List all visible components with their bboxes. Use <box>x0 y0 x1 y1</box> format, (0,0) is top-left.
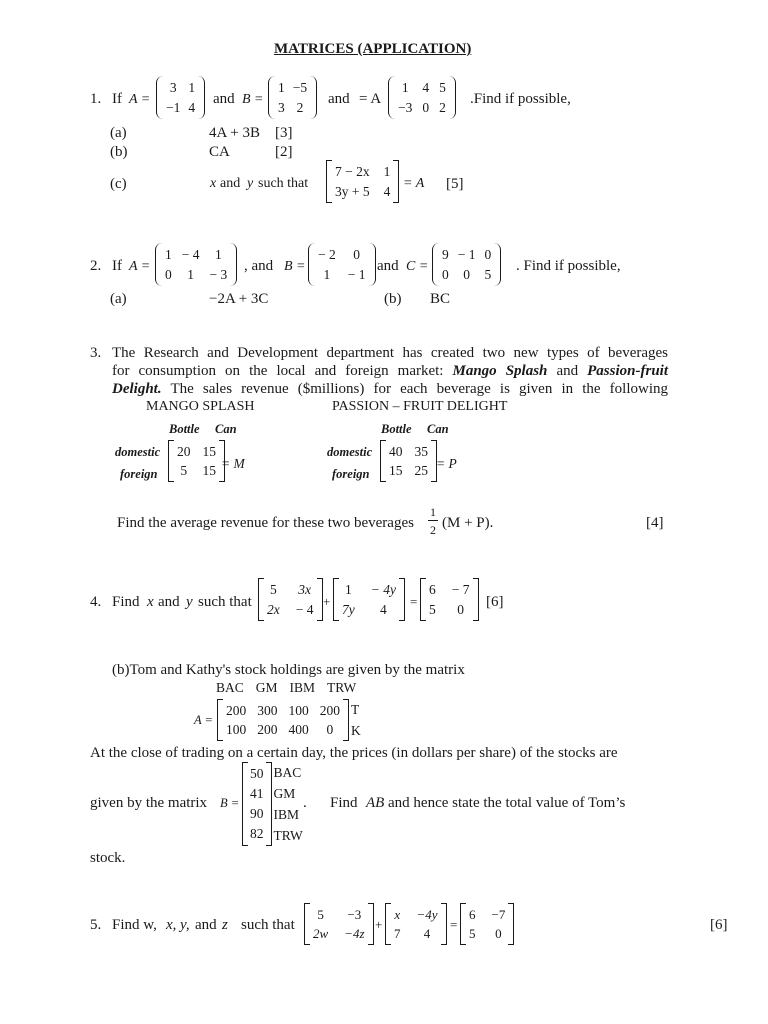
q3-p-col-bottle: Bottle <box>381 422 412 436</box>
q5-equals: = <box>450 917 458 932</box>
q5-matrix-2 <box>385 903 447 945</box>
q1-b-eq: B = <box>242 92 264 107</box>
matrix-cell: 2x <box>267 601 280 617</box>
matrix-cell: 100 <box>288 702 309 718</box>
matrix-cell: − 7 <box>451 582 470 597</box>
matrix-cell: 5 <box>484 266 492 282</box>
matrix-cell: 4 <box>423 926 431 941</box>
q3-line-3 <box>112 382 668 397</box>
q1-c-eq: = A <box>359 91 382 107</box>
q1-part-b-marks: [2] <box>275 144 293 160</box>
q5-matrix-1 <box>304 903 374 945</box>
matrix-cell: 5 <box>317 907 324 922</box>
q1-part-c-matrix <box>326 160 399 203</box>
q3-line-1: The Research and Development department has created two new types of beverages <box>112 345 668 361</box>
q2-number: 2. <box>90 258 102 274</box>
stock-header: BAC <box>216 680 244 695</box>
matrix-cell: 0 <box>326 721 334 737</box>
q4b-stock-text: stock. <box>90 850 126 866</box>
q3-p-eq: = P <box>436 456 457 471</box>
matrix-cell: 3 <box>278 99 285 115</box>
matrix-cell: 0 <box>495 926 502 941</box>
matrix-cell: − 4 <box>181 247 200 262</box>
q4b-matrix-a <box>217 699 361 741</box>
q1-part-c-marks: [5] <box>446 176 464 192</box>
matrix-cell: 1 <box>278 80 285 95</box>
matrix-cell: −3 <box>398 99 413 115</box>
q1-part-a-marks: [3] <box>275 125 293 141</box>
row-label-k: K <box>351 722 361 738</box>
q5-x: x, <box>166 917 177 933</box>
matrix-cell: 25 <box>414 462 428 478</box>
matrix-cell: 4 <box>383 183 391 199</box>
q3-fraction-bar <box>428 520 438 521</box>
matrix-cell: − 1 <box>457 247 476 262</box>
q3-passion-fruit: Passion-fruit <box>587 363 668 379</box>
q1-part-c-x: x <box>210 176 217 191</box>
matrix-cell: 2 <box>439 99 446 115</box>
q5-marks: [6] <box>710 917 728 933</box>
q3-m-eq: = M <box>221 456 245 471</box>
q1-and-1: and <box>213 91 235 107</box>
matrix-cell: 15 <box>202 462 216 478</box>
matrix-cell: − 4y <box>370 582 396 597</box>
q1-part-c-label: (c) <box>110 176 127 192</box>
matrix-cell: 4 <box>422 80 430 95</box>
q4b-given-text: given by the matrix <box>90 795 208 811</box>
matrix-cell: 82 <box>250 826 264 842</box>
matrix-cell: 0 <box>484 247 492 262</box>
matrix-cell: 200 <box>319 702 340 718</box>
matrix-cell: 1 <box>215 247 222 262</box>
price-label: TRW <box>273 827 303 843</box>
matrix-cell: 5 <box>180 462 188 478</box>
q1-number: 1. <box>90 91 102 107</box>
q3-m-col-can: Can <box>215 422 237 436</box>
q4b-b-eq: B = <box>220 796 240 810</box>
q3-passion-heading: PASSION – FRUIT DELIGHT <box>332 399 508 414</box>
q1-part-a-label: (a) <box>110 125 127 141</box>
stock-header: IBM <box>289 680 316 695</box>
q5-plus: + <box>375 917 383 932</box>
q3-marks: [4] <box>646 515 664 531</box>
q4b-hence-text: and hence state the total value of Tom’s <box>388 795 626 811</box>
q3-and: and <box>556 363 579 379</box>
matrix-cell: 6 <box>469 907 476 922</box>
q3-fraction-denominator: 2 <box>430 523 436 537</box>
q4b-period: . <box>303 795 307 811</box>
q1-matrix-c <box>388 76 456 119</box>
q3-m-row-domestic: domestic <box>115 445 161 459</box>
q5-such-that: such that <box>241 917 295 933</box>
q2-matrix-c <box>432 243 501 286</box>
q4b-intro: (b)Tom and Kathy's stock holdings are given by the matrix <box>112 662 465 678</box>
q1-and-2: and <box>328 91 350 107</box>
matrix-cell: 0 <box>165 266 172 282</box>
q4-and: and <box>158 594 180 610</box>
matrix-cell: −7 <box>491 907 506 922</box>
q1-part-b-expr: CA <box>209 144 230 160</box>
q3-p-row-domestic: domestic <box>327 445 373 459</box>
matrix-cell: 15 <box>202 443 216 459</box>
matrix-cell: 200 <box>226 702 247 718</box>
matrix-cell: 7 − 2x <box>335 164 370 179</box>
matrix-cell: 300 <box>257 702 278 718</box>
matrix-cell: 41 <box>250 786 264 802</box>
matrix-cell: 1 <box>345 582 352 597</box>
q3-mango-heading: MANGO SPLASH <box>146 399 255 414</box>
matrix-cell: 200 <box>257 721 278 737</box>
q4b-close-text: At the close of trading on a certain day, the prices (in dollars per share) of the stocks are <box>90 745 618 761</box>
q4-x: x <box>147 594 154 610</box>
price-label: GM <box>273 785 296 801</box>
q2-part-a-expr: −2A + 3C <box>209 291 269 307</box>
q5-z: z <box>222 917 228 933</box>
q4-matrix-3 <box>420 578 479 621</box>
q3-line-3-text: The sales revenue ($millions) for each beverage is given in the following <box>170 381 668 397</box>
matrix-cell: 2w <box>313 926 329 941</box>
matrix-cell: 5 <box>270 582 277 597</box>
q4-such-that: such that <box>198 594 252 610</box>
matrix-cell: −5 <box>292 80 308 95</box>
q2-and-1: , and <box>244 258 274 274</box>
q2-part-b-expr: BC <box>430 291 451 307</box>
matrix-cell: 1 <box>188 80 196 95</box>
matrix-cell: 400 <box>288 721 309 737</box>
price-label: BAC <box>273 764 302 780</box>
matrix-cell: −4z <box>344 926 365 941</box>
q4b-ab: AB <box>366 795 385 811</box>
q5-find: Find w, <box>112 917 157 933</box>
q2-b-eq: B = <box>284 259 306 274</box>
matrix-cell: 1 <box>323 266 331 282</box>
matrix-cell: x <box>394 907 401 922</box>
q3-line-2 <box>112 364 668 379</box>
matrix-cell: −1 <box>166 99 181 115</box>
q4b-find: Find <box>330 795 358 811</box>
q5-and: and <box>195 917 217 933</box>
q5-number: 5. <box>90 917 102 933</box>
q3-p-col-can: Can <box>427 422 449 436</box>
q3-p-row-foreign: foreign <box>332 467 370 481</box>
q2-matrix-b <box>308 243 376 286</box>
q3-matrix-m <box>168 440 225 482</box>
matrix-cell: 9 <box>442 247 449 262</box>
q4b-stock-headers <box>216 681 356 695</box>
matrix-cell: 0 <box>353 247 360 262</box>
matrix-cell: 3x <box>298 582 311 597</box>
matrix-cell: 40 <box>389 443 403 459</box>
q3-average-expr: (M + P). <box>442 515 494 531</box>
matrix-cell: 3y + 5 <box>335 183 370 199</box>
q3-fraction-numerator: 1 <box>430 505 436 519</box>
q3-m-row-foreign: foreign <box>120 467 158 481</box>
matrix-cell: 1 <box>401 80 409 95</box>
matrix-cell: − 4 <box>295 601 314 617</box>
q4-y: y <box>186 594 193 610</box>
matrix-cell: 15 <box>389 462 403 478</box>
q2-part-b-label: (b) <box>384 291 402 307</box>
q4-equals: = <box>410 594 418 609</box>
q4-find: Find <box>112 594 140 610</box>
matrix-cell: −4y <box>416 907 438 922</box>
q1-part-b-label: (b) <box>110 144 128 160</box>
q2-part-a-label: (a) <box>110 291 127 307</box>
matrix-cell: 7 <box>394 926 401 941</box>
matrix-cell: 35 <box>414 443 428 459</box>
q1-part-c-eq-a: = A <box>403 176 425 191</box>
stock-header: GM <box>255 680 278 695</box>
matrix-cell: 0 <box>422 99 430 115</box>
matrix-cell: − 1 <box>347 266 366 282</box>
matrix-cell: 5 <box>439 80 446 95</box>
matrix-cell: 4 <box>188 99 196 115</box>
matrix-cell: 0 <box>457 601 464 617</box>
q4-matrix-2 <box>333 578 405 621</box>
q1-part-c-and: and <box>220 176 241 191</box>
q3-number: 3. <box>90 345 102 361</box>
matrix-cell: 20 <box>177 443 191 459</box>
q3-line-2-text: for consumption on the local and foreign market: <box>112 363 444 379</box>
q3-matrix-p <box>380 440 437 482</box>
page-title: MATRICES (APPLICATION) <box>274 41 472 57</box>
q4b-matrix-b <box>242 762 303 846</box>
matrix-cell: 5 <box>429 601 436 617</box>
q2-matrix-a <box>155 243 237 286</box>
matrix-cell: 6 <box>429 582 436 597</box>
matrix-cell: 2 <box>296 99 304 115</box>
matrix-cell: −3 <box>347 907 362 922</box>
q4-plus: + <box>323 594 331 609</box>
matrix-cell: 0 <box>463 266 470 282</box>
q3-find-average: Find the average revenue for these two beverages <box>117 515 414 531</box>
q1-part-a-expr: 4A + 3B <box>209 125 260 141</box>
matrix-cell: 0 <box>442 266 449 282</box>
q4b-a-eq: A = <box>194 713 213 727</box>
q2-find-text: . Find if possible, <box>516 258 621 274</box>
q1-matrix-b <box>268 76 317 119</box>
price-label: IBM <box>273 806 300 822</box>
matrix-cell: 3 <box>169 80 177 95</box>
q4-matrix-1 <box>258 578 323 621</box>
matrix-cell: 7y <box>342 601 355 617</box>
q5-matrix-3 <box>460 903 514 945</box>
matrix-cell: 1 <box>165 247 172 262</box>
matrix-cell: 1 <box>187 266 194 282</box>
stock-header: TRW <box>327 680 357 695</box>
q4-marks: [6] <box>486 594 504 610</box>
matrix-cell: 50 <box>250 766 264 782</box>
matrix-cell: 90 <box>250 806 264 822</box>
q2-a-eq: A = <box>129 259 151 274</box>
matrix-cell: − 2 <box>318 247 336 262</box>
q2-if: If <box>112 258 122 274</box>
matrix-cell: 1 <box>383 164 391 179</box>
q3-m-col-bottle: Bottle <box>169 422 200 436</box>
matrix-cell: 100 <box>226 721 247 737</box>
q2-and-2: and <box>377 258 399 274</box>
q2-c-eq: C = <box>406 259 429 274</box>
q3-delight: Delight. <box>112 381 162 397</box>
q1-if: If <box>112 91 122 107</box>
q1-a-eq: A = <box>129 92 151 107</box>
matrix-cell: 5 <box>469 926 476 941</box>
q5-y: y, <box>180 917 190 933</box>
q1-find-text: .Find if possible, <box>470 91 571 107</box>
q1-part-c-such: such that <box>258 176 309 191</box>
row-label-t: T <box>351 701 360 717</box>
matrix-cell: 4 <box>379 601 387 617</box>
q1-part-c-y: y <box>247 176 254 191</box>
matrix-cell: − 3 <box>209 266 228 282</box>
q4-number: 4. <box>90 594 102 610</box>
q1-matrix-a <box>156 76 205 119</box>
q3-mango-splash: Mango Splash <box>452 363 548 379</box>
